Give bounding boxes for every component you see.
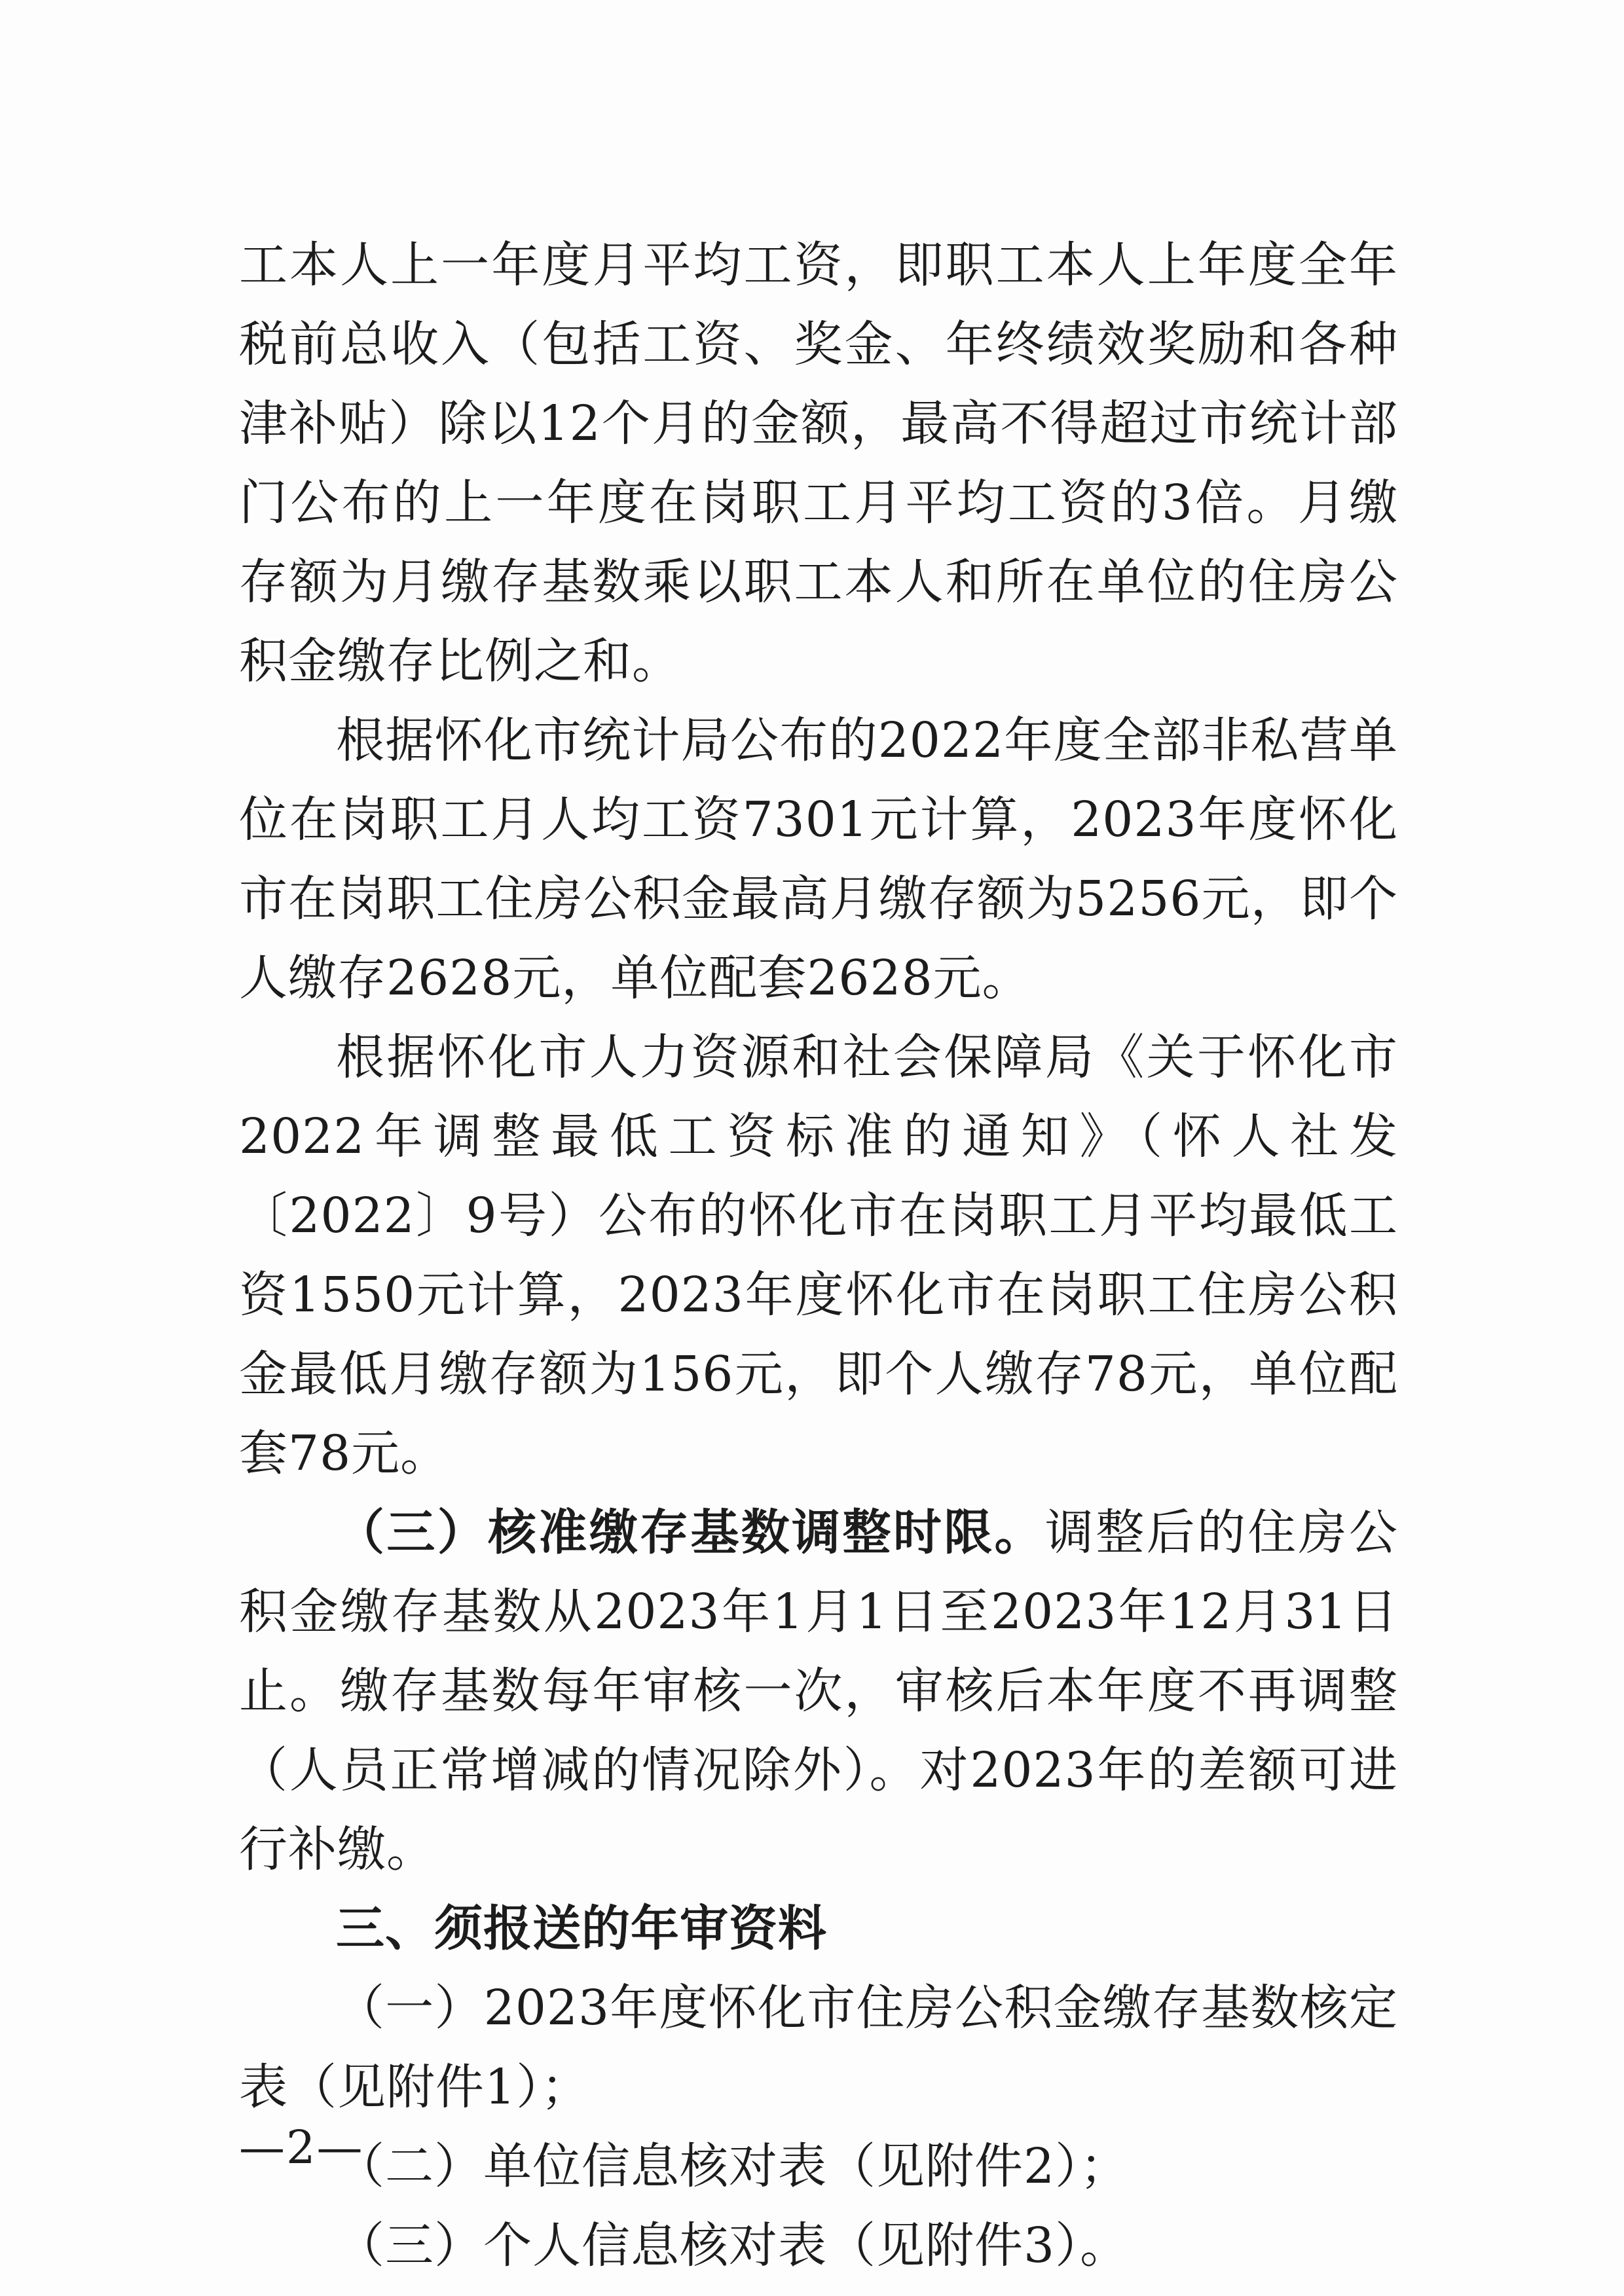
list-item-attachment-1 [239,1969,1398,2127]
list-item-text: （三）个人信息核对表（见附件3）。 [336,2217,1130,2274]
section-heading: 三、须报送的年审资料 [336,1901,827,1957]
document-body [239,226,1398,2286]
paragraph-text: 工本人上一年度月平均工资，即职工本人上年度全年税前总收入（包括工资、奖金、年终绩效奖励和各种津补贴）除以12个月的金额，最高不得超过市统计部门公布的上一年度在岗职工月平均工资的3倍。月缴存额为月缴存基数乘以职工本人和所在单位的住房公积金缴存比例之和。 [239,237,1398,689]
paragraph-minimum-contribution [239,1018,1398,1493]
subsection-heading: （三）核准缴存基数调整时限。 [336,1504,1045,1561]
paragraph-contribution-base-definition [239,226,1398,701]
paragraph-text: 根据怀化市统计局公布的2022年度全部非私营单位在岗职工月人均工资7301元计算，2023年度怀化市在岗职工住房公积金最高月缴存额为5256元，即个人缴存2628元，单位配套2628元。 [239,712,1398,1006]
list-item-text: （一）2023年度怀化市住房公积金缴存基数核定表（见附件1）； [239,1980,1398,2115]
section-heading-required-materials [239,1889,1398,1969]
paragraph-text: 根据怀化市人力资源和社会保障局《关于怀化市2022年调整最低工资标准的通知》（怀人社发〔2022〕9号）公布的怀化市在岗职工月平均最低工资1550元计算，2023年度怀化市在岗职工住房公积金最低月缴存额为156元，即个人缴存78元，单位配套78元。 [239,1029,1398,1482]
list-item-attachment-3 [239,2206,1398,2286]
paragraph-maximum-contribution [239,701,1398,1018]
page-number: —2— [239,2121,364,2174]
paragraph-adjustment-period [239,1493,1398,1889]
list-item-text: （二）单位信息核对表（见附件2）； [336,2138,1130,2195]
list-item-attachment-2 [239,2127,1398,2206]
paragraph-text: 调整后的住房公积金缴存基数从2023年1月1日至2023年12月31日止。缴存基数每年审核一次，审核后本年度不再调整（人员正常增减的情况除外）。对2023年的差额可进行补缴。 [239,1504,1399,1878]
